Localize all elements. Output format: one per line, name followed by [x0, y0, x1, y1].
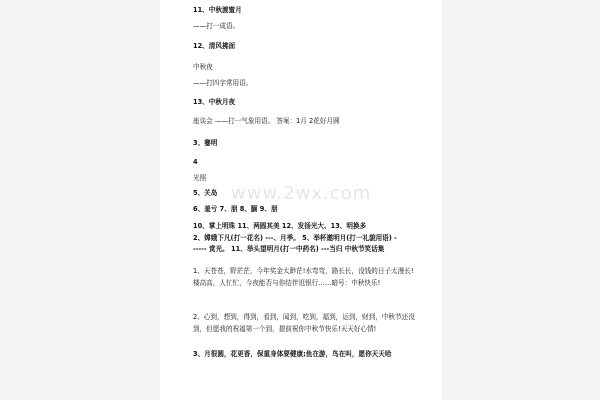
answer-line: ----- 赏光。 11、举头望明月(打一中药名) ---当归 中秋节笑话集: [193, 245, 385, 253]
answer-line: 6、羞亏 7、朋 8、腼 9、朋: [193, 205, 278, 213]
answer-line: 座谈会 ——打一气象用语。 答案：1月 2花好月圆: [193, 117, 340, 125]
answer-line: 3、蹇明: [193, 139, 218, 147]
document-page: [160, 0, 442, 400]
answer-line: 4: [193, 158, 198, 166]
watermark: www.2wx.com: [231, 183, 372, 204]
answer-line: 2、嫦娥下凡(打一花名) ---、月季。 5、举杯邀明月(打一礼貌用语) -: [193, 234, 397, 242]
riddle-line: 11、中秋渡蜜月: [193, 6, 242, 14]
riddle-line: 12、清风拂面: [193, 42, 236, 50]
riddle-line: 中秋夜: [193, 63, 213, 71]
riddle-line: ——打四字常用语。: [193, 79, 253, 87]
joke-paragraph: 2、心到，想到，得到，看到，闻到，吃到，福到，运到，财到，中秋节还没到，但愿我的祝福第一个到，提前祝你中秋节快乐!天天好心情!: [193, 313, 415, 333]
answer-line: 10、掌上明珠 11、两圆其美 12、发扬光大、13、明换多: [193, 222, 367, 230]
joke-paragraph: 1、天苍苍，野茫茫，今年奖金太渺茫!水弯弯，路长长，没钱的日子太漫长!楼高高，人忙忙，今夜能否与你结伴逛银行……暗号：中秋快乐!: [193, 267, 414, 287]
joke-paragraph: 3、月很圆，花更香，保重身体要健康;鱼在游，鸟在叫，愿你天天哈: [193, 350, 392, 358]
riddle-line: ——打一成语。: [193, 22, 240, 30]
answer-line: 光照: [193, 174, 207, 182]
riddle-line: 13、中秋月夜: [193, 98, 236, 106]
answer-line: 5、关岛: [193, 189, 218, 197]
